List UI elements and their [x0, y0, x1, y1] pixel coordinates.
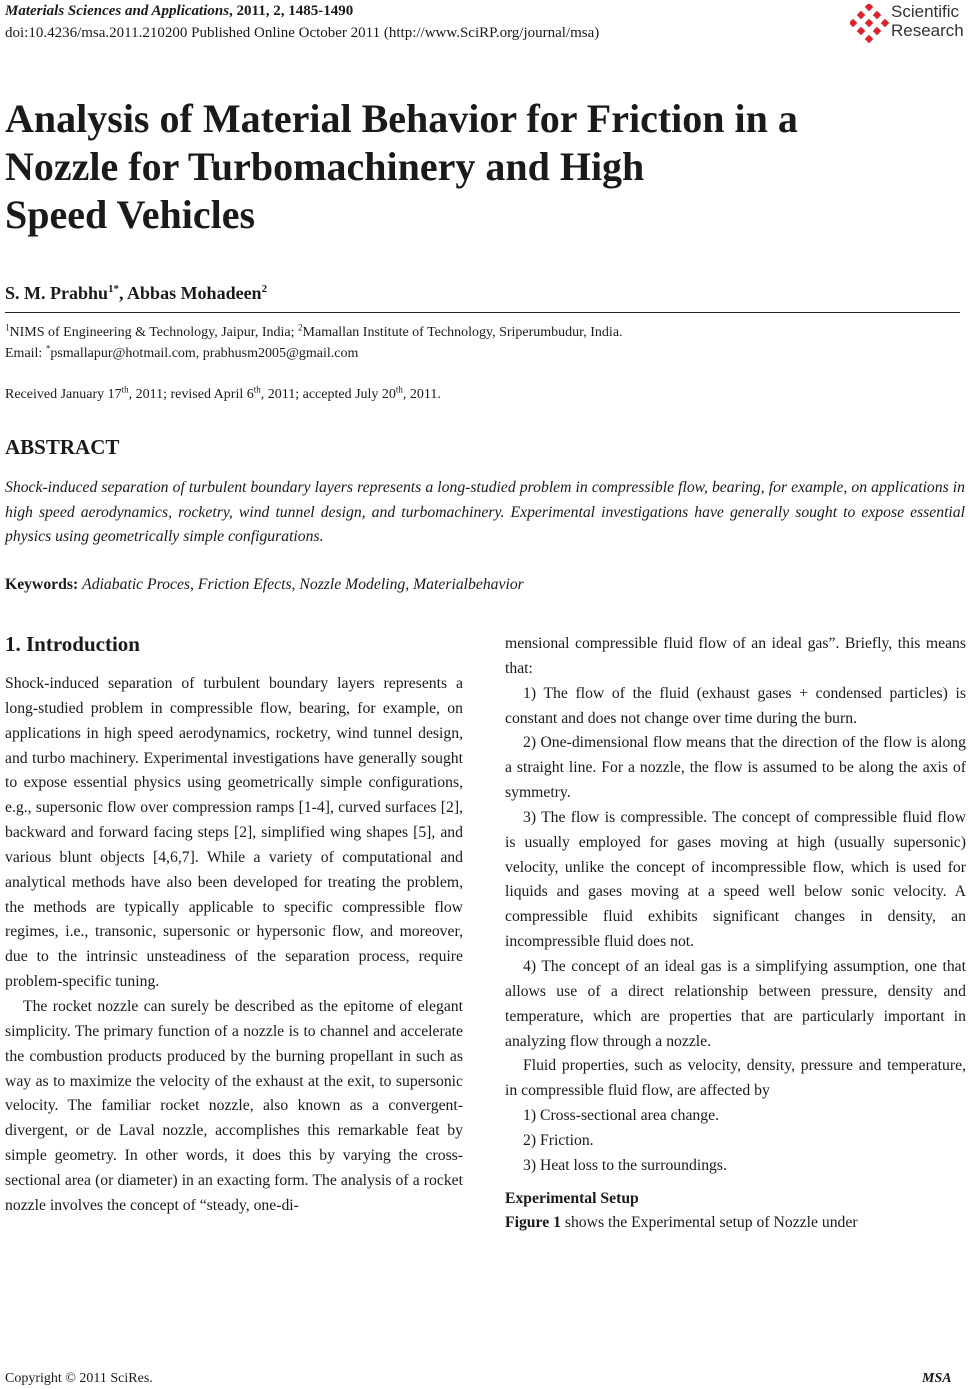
- affiliation-1: NIMS of Engineering & Technology, Jaipur, India;: [9, 325, 299, 340]
- factor-1: 1) Cross-sectional area change.: [523, 1107, 720, 1125]
- title-line-1: Analysis of Material Behavior for Friction in a: [5, 96, 798, 141]
- author-2-affiliation-mark: 2: [261, 283, 268, 295]
- abstract-heading: ABSTRACT: [5, 435, 120, 459]
- corresponding-mark: *: [45, 343, 51, 354]
- journal-name: Materials Sciences and Applications: [5, 3, 230, 19]
- experimental-setup-text: [505, 1211, 966, 1236]
- abstract-text: Shock-induced separation of turbulent boundary layers represents a long-studied problem in compressible flow, bearing, for example, on applications in high speed aerodynamics, rocketry, wind tunnel design, and turbomachinery. Experimental investigations have generally sought to expose essential physics using geometrically simple configurations.: [5, 479, 965, 545]
- author-1: S. M. Prabhu: [5, 283, 109, 303]
- logo-line-2: Research: [891, 21, 964, 40]
- assumption-2: 2) One-dimensional flow means that the direction of the flow is along a straight line. For a nozzle, the flow is assumed to be along the axis of symmetry.: [505, 734, 966, 802]
- scientific-research-logo-icon: [850, 4, 890, 44]
- fluid-properties-paragraph: Fluid properties, such as velocity, density, pressure and temperature, in compressible fluid flow, are affected by: [505, 1057, 966, 1100]
- assumption-4: 4) The concept of an ideal gas is a simplifying assumption, one that allows use of a direct relationship between pressure, density and temperature, which are properties that are particularly important in analyzing flow through a nozzle.: [505, 957, 966, 1050]
- journal-header: [5, 2, 353, 20]
- author-list: [5, 282, 267, 304]
- affiliations: [5, 323, 623, 343]
- experimental-setup-sentence: shows the Experimental setup of Nozzle under: [560, 1214, 858, 1232]
- intro-paragraph-2: The rocket nozzle can surely be described as the epitome of elegant simplicity. The primary function of a nozzle is to channel and accelerate the combustion products produced by the burning propellant in such as way as to maximize the velocity of the exhaust at the exit, to supersonic velocity. The familiar rocket nozzle, also known as a convergent-divergent, or de Laval nozzle, accomplishes this remarkable feat by simple geometry. In other words, it does this by varying the cross-sectional area (or diameter) in an exacting form. The analysis of a rocket nozzle involves the concept of “steady, one-di-: [5, 997, 463, 1214]
- logo-wordmark: [891, 2, 964, 40]
- factor-3: 3) Heat loss to the surroundings.: [523, 1156, 727, 1174]
- author-separator: ,: [119, 283, 128, 303]
- affiliation-mark-2: 2: [298, 322, 303, 333]
- email-label: Email:: [5, 346, 46, 361]
- affiliation-mark-1: 1: [5, 322, 10, 333]
- doi-line: doi:10.4236/msa.2011.210200 Published Online October 2011 (http://www.SciRP.org/journal/msa): [5, 25, 600, 41]
- publisher-logo: [850, 2, 970, 42]
- email-line: [5, 344, 358, 364]
- author-2: Abbas Mohadeen: [127, 283, 262, 303]
- keywords: [5, 574, 524, 596]
- continued-paragraph: mensional compressible fluid flow of an ideal gas”. Briefly, this means that:: [505, 635, 966, 677]
- introduction-heading: 1. Introduction: [5, 632, 140, 656]
- assumption-3: 3) The flow is compressible. The concept of compressible fluid flow is usually employed for gases moving at high (usually supersonic) velocity, unlike the concept of incompressible flow, which is used for liquids and gases moving at a speed well below sonic velocity. A compressible fluid exhibits significant changes in density, an incompressible fluid does not.: [505, 808, 966, 951]
- year-text: , 2011.: [402, 387, 441, 402]
- journal-abbrev-footer: MSA: [922, 1371, 952, 1386]
- affiliation-2: Mamallan Institute of Technology, Sriperumbudur, India.: [302, 325, 623, 340]
- title-line-3: Speed Vehicles: [5, 192, 256, 237]
- ordinal-suffix: th: [121, 384, 129, 395]
- accepted-text: , 2011; accepted July 20: [260, 387, 396, 402]
- intro-paragraph-1: Shock-induced separation of turbulent boundary layers represents a long-studied problem in compressible flow, bearing, for example, on applications in high speed aerodynamics, rocketry, wind tunnel design, and turbo machinery. Experimental investigations have generally sought to expose essential physics using geometrically simple configurations, e.g., supersonic flow over compression ramps [1-4], curved surfaces [2], backward and forward facing steps [2], simplified wing shapes [5], and various blunt objects [4,6,7]. While a variety of computational and analytical methods have also been developed for treating the problem, the methods are typically applicable to specific compressible flow regimes, i.e., transonic, supersonic or hypersonic flow, and moreover, due to the intrinsic unsteadiness of the separation process, require problem-specific tuning.: [5, 675, 463, 991]
- received-dates: [5, 385, 441, 405]
- journal-volume-pages: , 2011, 2, 1485-1490: [229, 3, 354, 19]
- keywords-list: Adiabatic Proces, Friction Efects, Nozzle Modeling, Materialbehavior: [82, 576, 524, 593]
- right-column: [505, 632, 966, 1236]
- left-column: [5, 630, 463, 1219]
- copyright-footer: Copyright © 2011 SciRes.: [5, 1371, 153, 1386]
- keywords-colon: :: [72, 576, 83, 593]
- assumption-1: 1) The flow of the fluid (exhaust gases + condensed particles) is constant and does not change over time during the burn.: [505, 684, 966, 727]
- header-divider: [5, 312, 960, 313]
- author-1-affiliation-mark: 1*: [108, 283, 120, 295]
- factor-2: 2) Friction.: [523, 1131, 594, 1149]
- logo-line-1: Scientific: [891, 2, 960, 21]
- email-addresses: psmallapur@hotmail.com, prabhusm2005@gmail.com: [50, 346, 359, 361]
- title-line-2: Nozzle for Turbomachinery and High: [5, 144, 645, 189]
- ordinal-suffix: th: [253, 384, 261, 395]
- ordinal-suffix: th: [395, 384, 403, 395]
- keywords-label: Keywords: [5, 576, 73, 593]
- paper-title: [5, 95, 945, 239]
- experimental-setup-heading: Experimental Setup: [505, 1189, 639, 1207]
- received-text: Received January 17: [5, 387, 122, 402]
- figure-1-reference[interactable]: Figure 1: [505, 1214, 561, 1232]
- revised-text: , 2011; revised April 6: [128, 387, 254, 402]
